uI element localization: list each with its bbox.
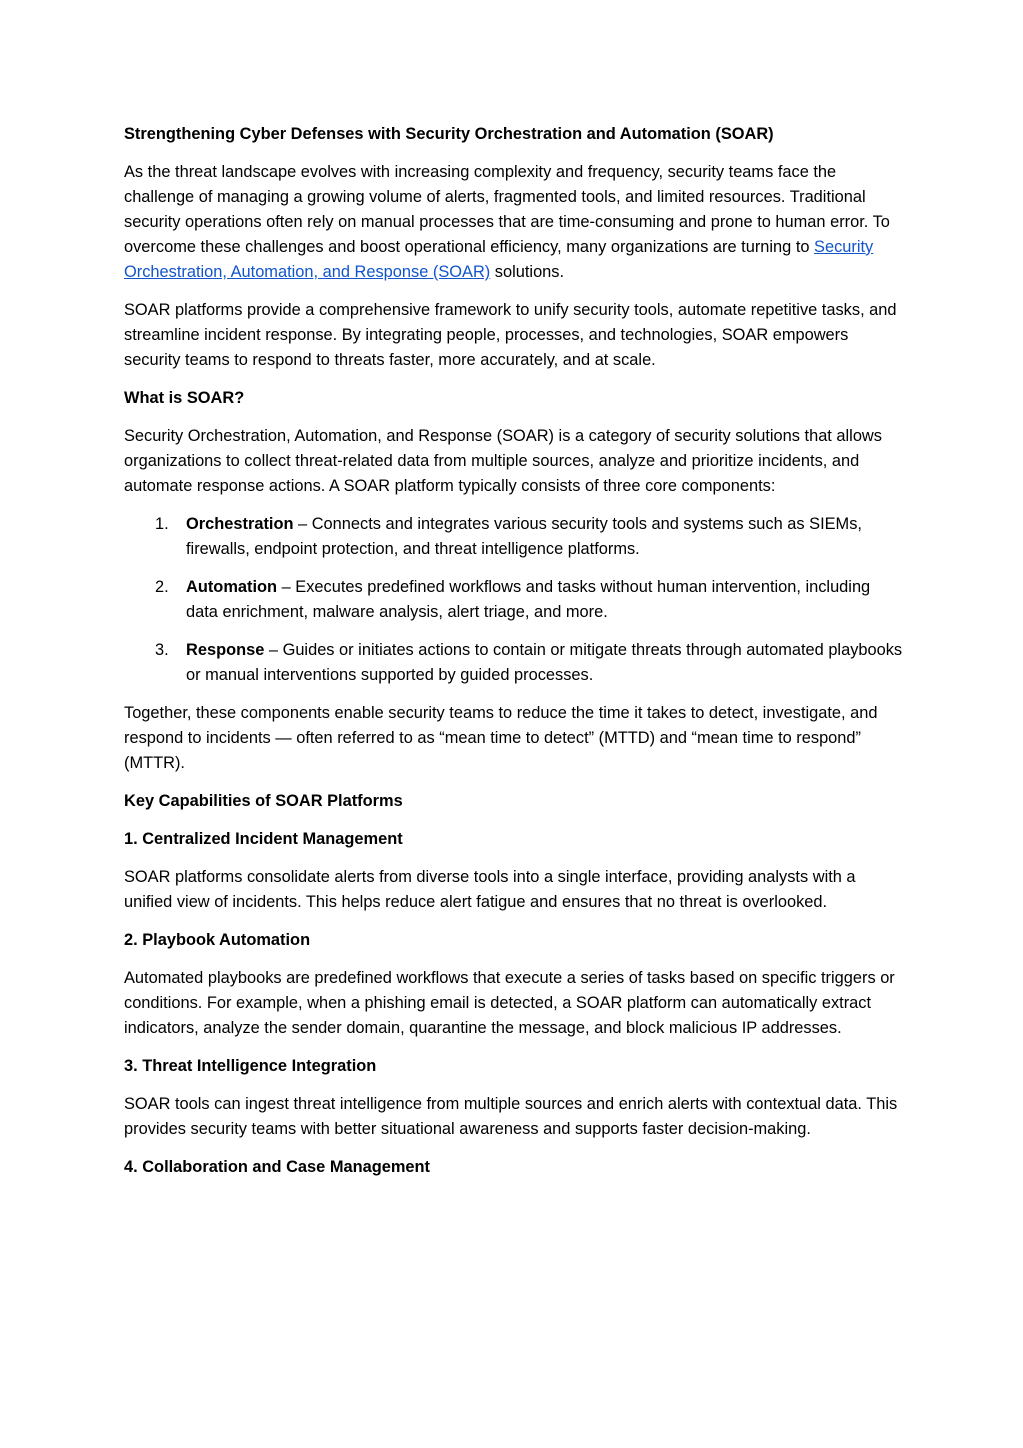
list-item bbox=[124, 638, 904, 688]
capability-heading: 1. Centralized Incident Management bbox=[124, 830, 403, 848]
capability-body: SOAR platforms consolidate alerts from diverse tools into a single interface, providing analysts with a unified view of incidents. This helps reduce alert fatigue and ensures that no threat is overlooked. bbox=[124, 868, 856, 911]
soar-link[interactable]: Security Orchestration, Automation, and Response (SOAR) bbox=[124, 238, 874, 281]
capability-body: Automated playbooks are predefined workflows that execute a series of tasks based on specific triggers or conditions. For example, when a phishing email is detected, a SOAR platform can automatically extract indicators, analyze the sender domain, quarantine the message, and block malicious IP addresses. bbox=[124, 969, 895, 1037]
document-page bbox=[124, 122, 904, 1193]
key-capabilities-heading: Key Capabilities of SOAR Platforms bbox=[124, 792, 403, 810]
capability-heading: 4. Collaboration and Case Management bbox=[124, 1158, 431, 1176]
list-number: 2. bbox=[155, 578, 169, 596]
intro-paragraph bbox=[124, 160, 904, 285]
component-term: Orchestration bbox=[186, 515, 294, 533]
component-desc: – Executes predefined workflows and tasks without human intervention, including data enrichment, malware analysis, alert triage, and more. bbox=[186, 578, 871, 621]
intro-text-after-link: solutions. bbox=[490, 263, 565, 281]
what-is-soar-body: Security Orchestration, Automation, and Response (SOAR) is a category of security solutions that allows organizations to collect threat-related data from multiple sources, analyze and prioritize incidents, and automate response actions. A SOAR platform typically consists of three core components: bbox=[124, 427, 882, 495]
intro-text-before-link: As the threat landscape evolves with increasing complexity and frequency, security teams face the challenge of managing a growing volume of alerts, fragmented tools, and limited resources. Traditional security operations often rely on manual processes that are time-consuming and prone to human error. To overcome these challenges and boost operational efficiency, many organizations are turning to bbox=[124, 163, 890, 256]
document-title: Strengthening Cyber Defenses with Security Orchestration and Automation (SOAR) bbox=[124, 125, 774, 143]
list-number: 3. bbox=[155, 641, 169, 659]
core-components-list bbox=[124, 512, 904, 688]
component-term: Response bbox=[186, 641, 265, 659]
list-number: 1. bbox=[155, 515, 169, 533]
component-term: Automation bbox=[186, 578, 278, 596]
component-desc: – Connects and integrates various security tools and systems such as SIEMs, firewalls, endpoint protection, and threat intelligence platforms. bbox=[186, 515, 862, 558]
capability-body: SOAR tools can ingest threat intelligence from multiple sources and enrich alerts with contextual data. This provides security teams with better situational awareness and supports faster decision-making. bbox=[124, 1095, 898, 1138]
together-paragraph: Together, these components enable security teams to reduce the time it takes to detect, investigate, and respond to incidents — often referred to as “mean time to detect” (MTTD) and “mean time to respond” (MTTR). bbox=[124, 704, 878, 772]
component-desc: – Guides or initiates actions to contain or mitigate threats through automated playbooks or manual interventions supported by guided processes. bbox=[186, 641, 903, 684]
list-item bbox=[124, 575, 904, 625]
what-is-soar-heading: What is SOAR? bbox=[124, 389, 245, 407]
capability-heading: 3. Threat Intelligence Integration bbox=[124, 1057, 377, 1075]
list-item bbox=[124, 512, 904, 562]
soar-platforms-paragraph: SOAR platforms provide a comprehensive framework to unify security tools, automate repetitive tasks, and streamline incident response. By integrating people, processes, and technologies, SOAR empowers security teams to respond to threats faster, more accurately, and at scale. bbox=[124, 301, 897, 369]
capability-heading: 2. Playbook Automation bbox=[124, 931, 311, 949]
